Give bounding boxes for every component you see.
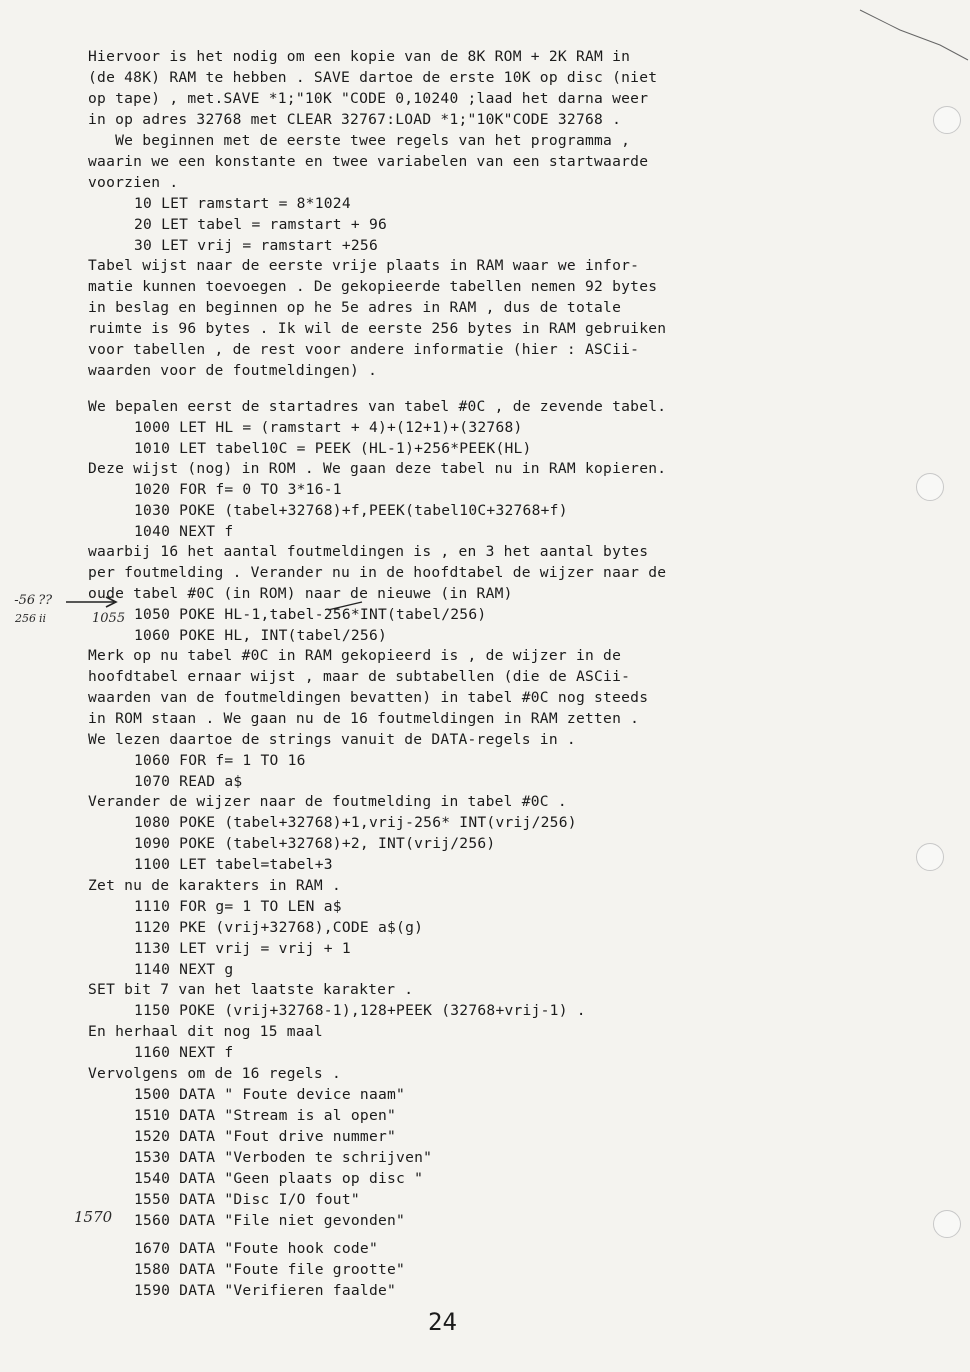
text-line: 10 LET ramstart = 8*1024 <box>134 195 351 212</box>
text-line: 1000 LET HL = (ramstart + 4)+(12+1)+(32768) <box>134 419 523 436</box>
margin-note-bottom: 256 ii <box>15 612 47 625</box>
text-line: 1090 POKE (tabel+32768)+2, INT(vrij/256) <box>134 835 496 852</box>
text-line: 1500 DATA " Foute device naam" <box>134 1086 406 1103</box>
punch-hole-icon <box>916 473 944 501</box>
text-line: 1070 READ a$ <box>134 773 243 790</box>
text-line: (de 48K) RAM te hebben . SAVE dartoe de erste 10K op disc (niet <box>88 69 658 86</box>
text-line: 1520 DATA "Fout drive nummer" <box>134 1128 397 1145</box>
text-line: matie kunnen toevoegen . De gekopieerde tabellen nemen 92 bytes <box>88 278 658 295</box>
text-line: 1030 POKE (tabel+32768)+f,PEEK(tabel10C+32768+f) <box>134 502 568 519</box>
text-line: 30 LET vrij = ramstart +256 <box>134 237 378 254</box>
text-line: 1580 DATA "Foute file grootte" <box>134 1261 406 1278</box>
text-line: 1020 FOR f= 0 TO 3*16-1 <box>134 481 342 498</box>
text-line: Zet nu de karakters in RAM . <box>88 877 342 894</box>
text-line: Vervolgens om de 16 regels . <box>88 1065 342 1082</box>
text-line: waarden van de foutmeldingen bevatten) in tabel #0C nog steeds <box>88 689 649 706</box>
text-line: in ROM staan . We gaan nu de 16 foutmeldingen in RAM zetten . <box>88 710 640 727</box>
text-line: 20 LET tabel = ramstart + 96 <box>134 216 388 233</box>
text-line: waarin we een konstante en twee variabelen van een startwaarde <box>88 153 649 170</box>
text-line: Verander de wijzer naar de foutmelding in tabel #0C . <box>88 793 567 810</box>
text-line: in op adres 32768 met CLEAR 32767:LOAD *1;"10K"CODE 32768 . <box>88 111 622 128</box>
text-line: ruimte is 96 bytes . Ik wil de eerste 256 bytes in RAM gebruiken <box>88 320 667 337</box>
text-line: 1540 DATA "Geen plaats op disc " <box>134 1170 424 1187</box>
text-line: voor tabellen , de rest voor andere informatie (hier : ASCii- <box>88 341 640 358</box>
text-line: 1010 LET tabel10C = PEEK (HL-1)+256*PEEK(HL) <box>134 440 532 457</box>
text-line: 1160 NEXT f <box>134 1044 234 1061</box>
punch-hole-icon <box>933 1210 961 1238</box>
text-line: 1120 PKE (vrij+32768),CODE a$(g) <box>134 919 424 936</box>
text-line: 1530 DATA "Verboden te schrijven" <box>134 1149 433 1166</box>
strike-mark <box>326 598 366 614</box>
text-line: Deze wijst (nog) in ROM . We gaan deze tabel nu in RAM kopieren. <box>88 460 667 477</box>
text-line: hoofdtabel ernaar wijst , maar de subtabellen (die de ASCii- <box>88 668 631 685</box>
text-line: 1510 DATA "Stream is al open" <box>134 1107 397 1124</box>
text-line: Hiervoor is het nodig om een kopie van de 8K ROM + 2K RAM in <box>88 48 631 65</box>
text-line: 1550 DATA "Disc I/O fout" <box>134 1191 360 1208</box>
handwritten-line-number-1570: 1570 <box>74 1208 113 1226</box>
punch-hole-icon <box>933 106 961 134</box>
text-line: We lezen daartoe de strings vanuit de DATA-regels in . <box>88 731 576 748</box>
text-line: in beslag en beginnen op he 5e adres in RAM , dus de totale <box>88 299 622 316</box>
text-line: voorzien . <box>88 174 179 191</box>
text-line: En herhaal dit nog 15 maal <box>88 1023 323 1040</box>
text-line: op tape) , met.SAVE *1;"10K "CODE 0,10240 ;laad het darna weer <box>88 90 649 107</box>
text-line: 1100 LET tabel=tabel+3 <box>134 856 333 873</box>
text-line: 1140 NEXT g <box>134 961 234 978</box>
text-line: We beginnen met de eerste twee regels van het programma , <box>88 132 631 149</box>
text-line: 1590 DATA "Verifieren faalde" <box>134 1282 397 1299</box>
text-line: per foutmelding . Verander nu in de hoofdtabel de wijzer naar de <box>88 564 667 581</box>
text-line: 1560 DATA "File niet gevonden" <box>134 1212 406 1229</box>
page-fold-mark <box>840 0 970 70</box>
text-line: 1050 POKE HL-1,tabel-256*INT(tabel/256) <box>134 606 487 623</box>
margin-note-top: -56 ?? <box>14 593 53 608</box>
text-line: 1150 POKE (vrij+32768-1),128+PEEK (32768+vrij-1) . <box>134 1002 586 1019</box>
text-line: 1040 NEXT f <box>134 523 234 540</box>
text-line: Tabel wijst naar de eerste vrije plaats in RAM waar we infor- <box>88 257 640 274</box>
handwritten-line-number-1055: 1055 <box>92 611 126 626</box>
text-line: oude tabel #0C (in ROM) naar de nieuwe (in RAM) <box>88 585 513 602</box>
text-line: 1060 POKE HL, INT(tabel/256) <box>134 627 388 644</box>
text-line: waarden voor de foutmeldingen) . <box>88 362 378 379</box>
text-line: 1670 DATA "Foute hook code" <box>134 1240 378 1257</box>
text-line: 1130 LET vrij = vrij + 1 <box>134 940 351 957</box>
margin-arrow-icon <box>64 594 124 610</box>
text-line: 1060 FOR f= 1 TO 16 <box>134 752 306 769</box>
text-line: SET bit 7 van het laatste karakter . <box>88 981 414 998</box>
text-line: 1080 POKE (tabel+32768)+1,vrij-256* INT(vrij/256) <box>134 814 577 831</box>
text-line: We bepalen eerst de startadres van tabel #0C , de zevende tabel. <box>88 398 667 415</box>
page-number: 24 <box>428 1308 457 1336</box>
punch-hole-icon <box>916 843 944 871</box>
text-line: waarbij 16 het aantal foutmeldingen is , en 3 het aantal bytes <box>88 543 649 560</box>
text-line: Merk op nu tabel #0C in RAM gekopieerd is , de wijzer in de <box>88 647 622 664</box>
text-line: 1110 FOR g= 1 TO LEN a$ <box>134 898 342 915</box>
